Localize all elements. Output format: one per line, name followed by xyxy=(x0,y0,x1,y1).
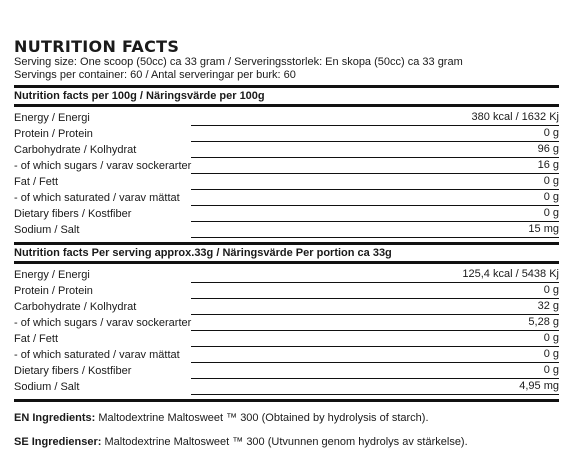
nutrient-value: 0 g xyxy=(462,283,559,299)
leader-line xyxy=(191,267,462,283)
nutrient-row xyxy=(14,299,559,315)
ingredients-en-text: Maltodextrine Maltosweet ™ 300 (Obtained by hydrolysis of starch). xyxy=(98,412,429,424)
nutrient-row xyxy=(14,363,559,379)
ingredients-en-label: EN Ingredients: xyxy=(14,412,96,424)
nutrient-row xyxy=(14,283,559,299)
nutrient-row xyxy=(14,190,559,206)
leader-line xyxy=(191,142,471,158)
leader-line xyxy=(191,158,471,174)
nutrient-row xyxy=(14,142,559,158)
nutrient-value: 5,28 g xyxy=(462,315,559,331)
section-heading-per-100g: Nutrition facts per 100g / Näringsvärde per 100g xyxy=(14,90,265,102)
servings-per-container: Servings per container: 60 / Antal serveringar per burk: 60 xyxy=(14,69,296,81)
ingredients-se xyxy=(14,435,559,449)
nutrient-value: 96 g xyxy=(472,142,559,158)
nutrient-row xyxy=(14,174,559,190)
nutrient-label: Carbohydrate / Kolhydrat xyxy=(14,300,137,313)
nutrient-label: Protein / Protein xyxy=(14,284,93,297)
nutrient-label: Dietary fibers / Kostfiber xyxy=(14,207,132,220)
leader-line xyxy=(191,363,462,379)
serving-size: Serving size: One scoop (50cc) ca 33 gram / Serveringsstorlek: En skopa (50cc) ca 33 gram xyxy=(14,56,463,68)
leader-line xyxy=(191,110,471,126)
nutrient-value: 0 g xyxy=(462,363,559,379)
nutrient-row xyxy=(14,379,559,395)
leader-line xyxy=(191,222,471,238)
leader-line xyxy=(191,190,471,206)
nutrient-row xyxy=(14,206,559,222)
nutrient-row xyxy=(14,222,559,238)
nutrient-value: 4,95 mg xyxy=(462,379,559,395)
leader-line xyxy=(191,174,471,190)
nutrient-value: 125,4 kcal / 5438 Kj xyxy=(462,267,559,283)
nutrient-value: 0 g xyxy=(462,331,559,347)
ingredients-en xyxy=(14,411,559,425)
leader-line xyxy=(191,126,471,142)
nutrient-row xyxy=(14,331,559,347)
nutrient-row xyxy=(14,267,559,283)
nutrient-value: 0 g xyxy=(472,190,559,206)
nutrient-value: 16 g xyxy=(472,158,559,174)
nutrient-label: Energy / Energi xyxy=(14,111,90,124)
nutrient-label: - of which saturated / varav mättat xyxy=(14,348,180,361)
nutrient-value: 0 g xyxy=(472,126,559,142)
nutrient-value: 15 mg xyxy=(472,222,559,238)
nutrient-label: - of which sugars / varav sockerarter xyxy=(14,159,192,172)
nutrient-label: Fat / Fett xyxy=(14,332,59,345)
leader-line xyxy=(191,331,462,347)
nutrient-label: Carbohydrate / Kolhydrat xyxy=(14,143,137,156)
leader-line xyxy=(191,283,462,299)
nutrient-value: 380 kcal / 1632 Kj xyxy=(472,110,559,126)
divider xyxy=(14,399,559,402)
section-heading-per-serving: Nutrition facts Per serving approx.33g / Näringsvärde Per portion ca 33g xyxy=(14,247,392,259)
nutrient-row xyxy=(14,110,559,126)
nutrient-label: Sodium / Salt xyxy=(14,380,80,393)
nutrition-table-per-100g xyxy=(14,110,559,238)
nutrient-label: Fat / Fett xyxy=(14,175,59,188)
leader-line xyxy=(191,299,462,315)
nutrient-label: - of which sugars / varav sockerarter xyxy=(14,316,192,329)
nutrient-row xyxy=(14,126,559,142)
ingredients-se-label: SE Ingredienser: xyxy=(14,436,102,448)
nutrient-label: Dietary fibers / Kostfiber xyxy=(14,364,132,377)
nutrient-label: Sodium / Salt xyxy=(14,223,80,236)
leader-line xyxy=(191,347,462,363)
nutrient-value: 0 g xyxy=(472,206,559,222)
nutrient-value: 0 g xyxy=(462,347,559,363)
leader-line xyxy=(191,206,471,222)
nutrient-row xyxy=(14,347,559,363)
leader-line xyxy=(191,379,462,395)
nutrient-row xyxy=(14,315,559,331)
nutrient-value: 32 g xyxy=(462,299,559,315)
nutrient-label: Protein / Protein xyxy=(14,127,93,140)
ingredients-se-text: Maltodextrine Maltosweet ™ 300 (Utvunnen genom hydrolys av stärkelse). xyxy=(104,436,468,448)
divider xyxy=(14,104,559,107)
label-title: NUTRITION FACTS xyxy=(14,37,180,56)
leader-line xyxy=(191,315,462,331)
nutrient-row xyxy=(14,158,559,174)
nutrient-label: Energy / Energi xyxy=(14,268,90,281)
nutrition-label xyxy=(14,38,559,449)
nutrient-value: 0 g xyxy=(472,174,559,190)
nutrient-label: - of which saturated / varav mättat xyxy=(14,191,180,204)
nutrition-table-per-serving xyxy=(14,267,559,395)
divider xyxy=(14,261,559,264)
